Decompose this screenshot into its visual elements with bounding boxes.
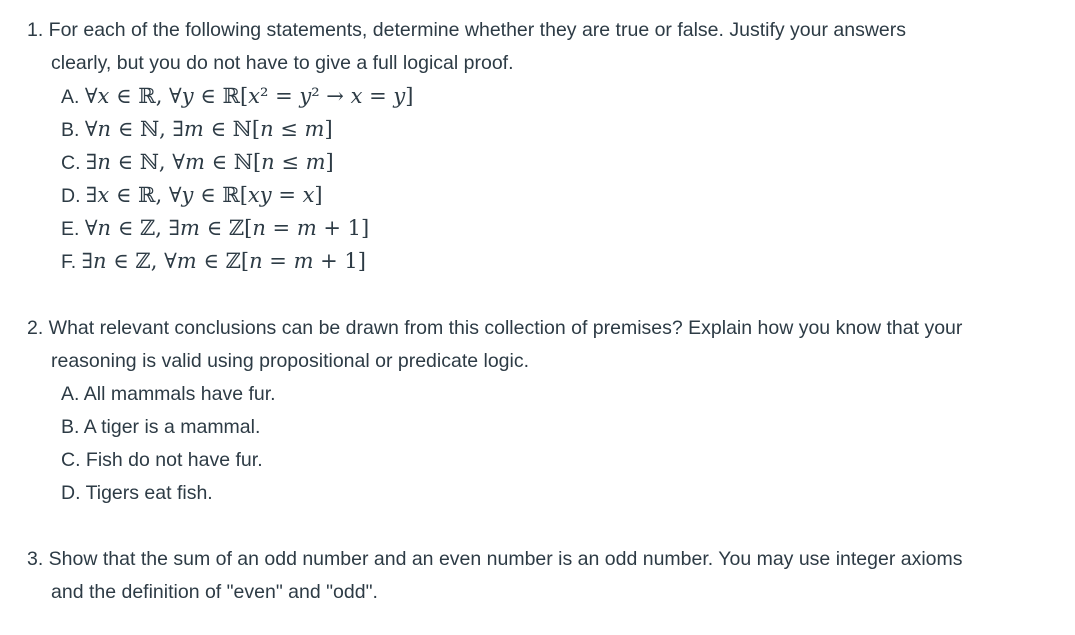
question-1: [27, 14, 1073, 278]
statement-c: [61, 146, 1073, 179]
statement-b-formula: ∀𝑛 ∈ ℕ, ∃𝑚 ∈ ℕ[𝑛 ≤ 𝑚]: [84, 117, 333, 141]
question-2-prompt-line-2: reasoning is valid using propositional or predicate logic.: [51, 350, 530, 372]
question-2: [27, 312, 1073, 510]
question-3-prompt-line-1: 3. Show that the sum of an odd number and an even number is an odd number. You may use integer axioms: [27, 548, 963, 570]
statement-f: [61, 245, 1073, 278]
question-1-prompt-line-2: clearly, but you do not have to give a full logical proof.: [51, 52, 514, 74]
statement-d: [61, 179, 1073, 212]
statement-f-formula: ∃𝑛 ∈ ℤ, ∀𝑚 ∈ ℤ[𝑛 = 𝑚 + 1]: [81, 249, 366, 273]
statement-c-letter: C.: [61, 152, 86, 174]
statement-b: [61, 113, 1073, 146]
statement-e-letter: E.: [61, 218, 85, 240]
question-1-prompt-line-1: 1. For each of the following statements, determine whether they are true or false. Justify your answers: [27, 19, 907, 41]
statement-c-formula: ∃𝑛 ∈ ℕ, ∀𝑚 ∈ ℕ[𝑛 ≤ 𝑚]: [85, 150, 334, 174]
premise-d: D. Tigers eat fish.: [61, 482, 213, 504]
statement-f-letter: F.: [61, 251, 82, 273]
question-3: [27, 543, 1073, 609]
question-3-prompt-line-2: and the definition of "even" and "odd".: [51, 581, 378, 603]
statement-e: [61, 212, 1073, 245]
premise-a: A. All mammals have fur.: [61, 383, 276, 405]
statement-a-letter: A.: [61, 86, 85, 108]
question-2-prompt-line-1: 2. What relevant conclusions can be drawn from this collection of premises? Explain how you know that your: [27, 317, 963, 339]
question-2-premise-list: [27, 378, 1073, 510]
statement-e-formula: ∀𝑛 ∈ ℤ, ∃𝑚 ∈ ℤ[𝑛 = 𝑚 + 1]: [84, 216, 370, 240]
statement-a: [61, 80, 1073, 113]
statement-d-formula: ∃𝑥 ∈ ℝ, ∀𝑦 ∈ ℝ[𝑥𝑦 = 𝑥]: [85, 183, 323, 207]
question-1-statement-list: [27, 80, 1073, 278]
statement-b-letter: B.: [61, 119, 85, 141]
statement-a-formula: ∀𝑥 ∈ ℝ, ∀𝑦 ∈ ℝ[𝑥² = 𝑦² → 𝑥 = 𝑦]: [84, 84, 414, 108]
premise-c: C. Fish do not have fur.: [61, 449, 263, 471]
statement-d-letter: D.: [61, 185, 86, 207]
premise-b: B. A tiger is a mammal.: [61, 416, 261, 438]
